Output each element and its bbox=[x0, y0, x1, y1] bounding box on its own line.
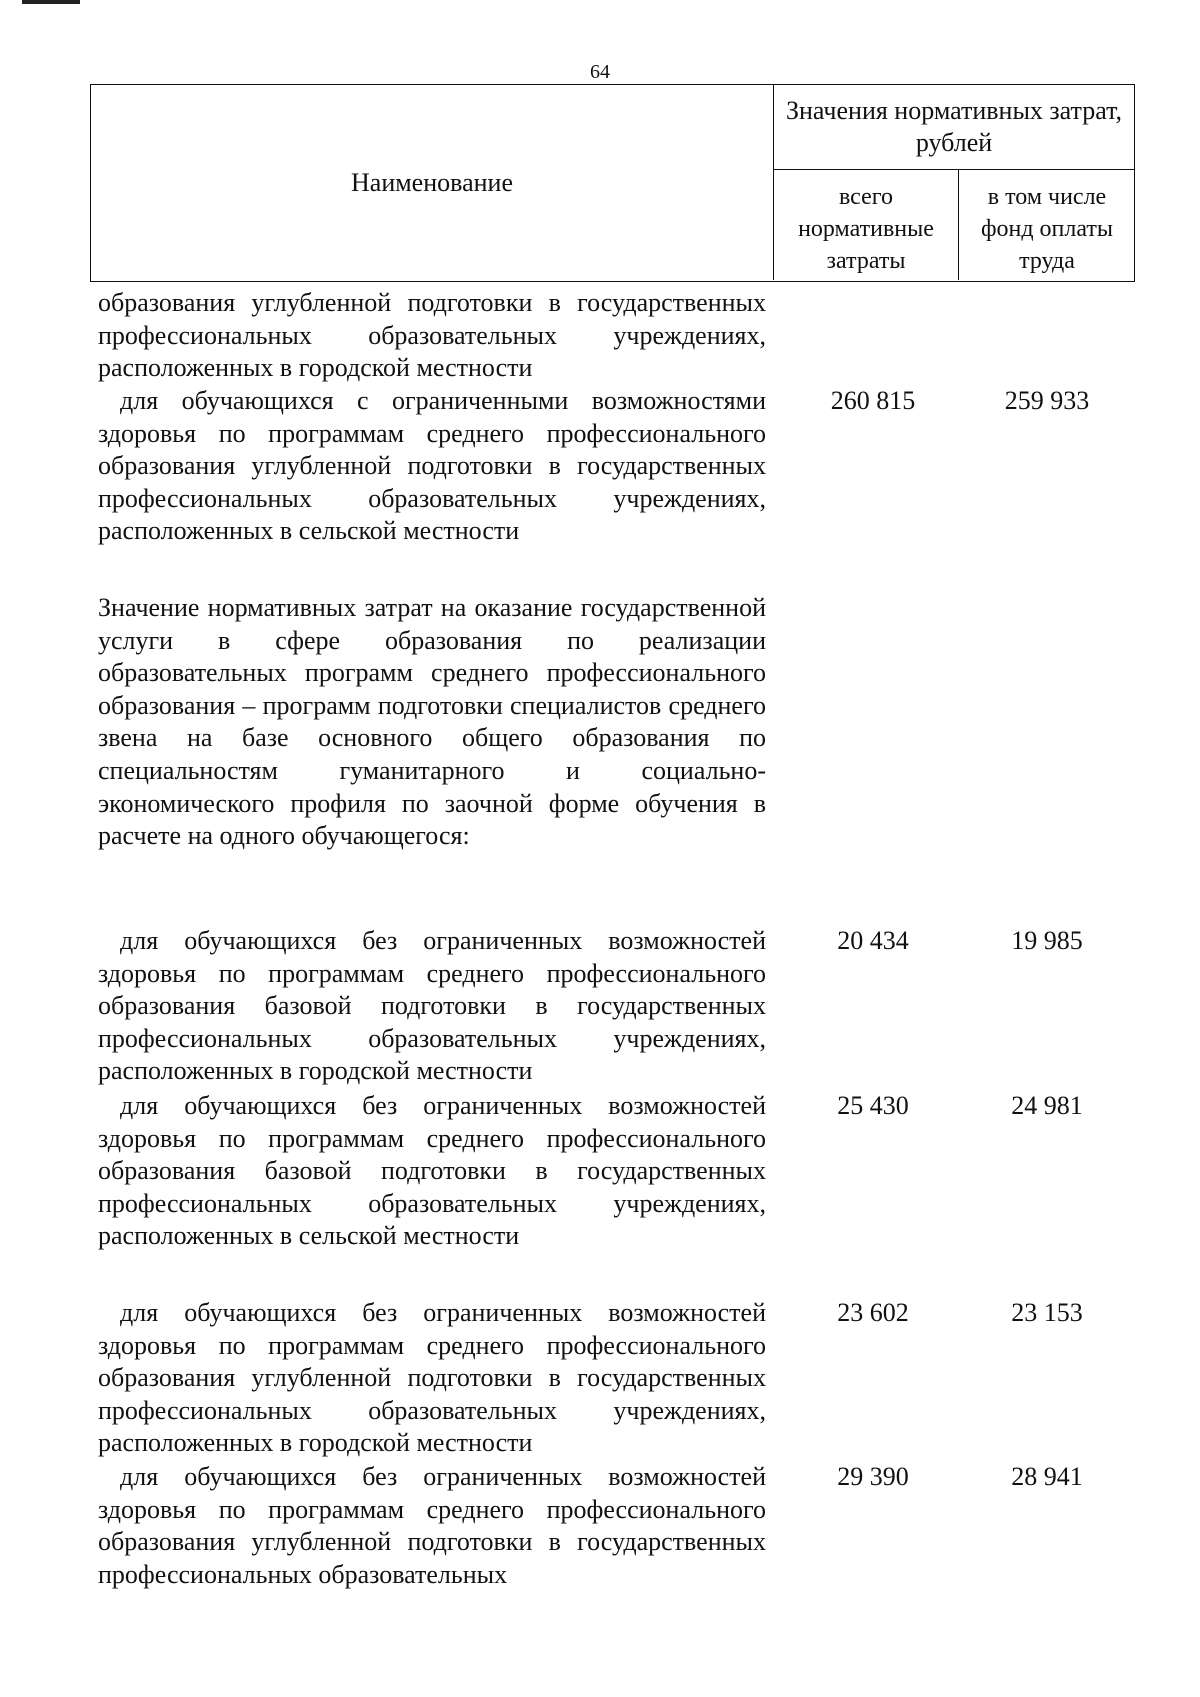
row-name: для обучающихся без ограниченных возможностей здоровья по программам среднего профессионального образования базовой подготовки в государственных профессиональных образовательных учреждениях, расположенных в сельской местности bbox=[98, 1091, 766, 1251]
header-name-column: Наименование bbox=[351, 167, 513, 197]
row-wage: 24 981 bbox=[1011, 1091, 1083, 1120]
header-divider bbox=[773, 85, 774, 280]
page-number: 64 bbox=[590, 61, 610, 83]
header-total-column: всего нормативные затраты bbox=[798, 184, 934, 274]
header-values-group: Значения нормативных затрат, рублей bbox=[785, 96, 1123, 157]
row-wage: 28 941 bbox=[1011, 1462, 1083, 1491]
row-wage: 23 153 bbox=[1011, 1298, 1083, 1327]
row-name: для обучающихся без ограниченных возможностей здоровья по программам среднего профессионального образования углубленной подготовки в государственных профессиональных образовательных учреждениях, расположенных в городской местности bbox=[98, 1298, 766, 1458]
table-header bbox=[90, 84, 1135, 282]
row-name: для обучающихся с ограниченными возможностями здоровья по программам среднего профессионального образования углубленной подготовки в государственных профессиональных образовательных учреждениях, расположенных в сельской местности bbox=[98, 386, 766, 546]
row-wage: 259 933 bbox=[1004, 386, 1090, 415]
row-total: 260 815 bbox=[830, 386, 916, 415]
row-name: образования углубленной подготовки в государственных профессиональных образовательных учреждениях, расположенных в городской местности bbox=[98, 288, 766, 383]
row-total: 29 390 bbox=[837, 1462, 909, 1491]
header-wage-column: в том числе фонд оплаты труда bbox=[980, 184, 1114, 274]
row-total: 23 602 bbox=[837, 1298, 909, 1327]
row-name: для обучающихся без ограниченных возможностей здоровья по программам среднего профессионального образования базовой подготовки в государственных профессиональных образовательных учреждениях, расположенных в городской местности bbox=[98, 926, 766, 1086]
row-name: Значение нормативных затрат на оказание государственной услуги в сфере образования по реализации образовательных программ среднего профессионального образования – программ подготовки специалистов среднего звена на базе основного общего образования по специальностям гуманитарного и социально-экономического профиля по заочной форме обучения в расчете на одного обучающегося: bbox=[98, 593, 766, 851]
row-wage: 19 985 bbox=[1011, 926, 1083, 955]
scan-edge-mark bbox=[22, 0, 80, 4]
row-total: 25 430 bbox=[837, 1091, 909, 1120]
header-divider bbox=[773, 169, 1134, 170]
header-divider bbox=[958, 169, 959, 280]
row-name: для обучающихся без ограниченных возможностей здоровья по программам среднего профессионального образования углубленной подготовки в государственных профессиональных образовательных bbox=[98, 1462, 766, 1589]
row-total: 20 434 bbox=[837, 926, 909, 955]
